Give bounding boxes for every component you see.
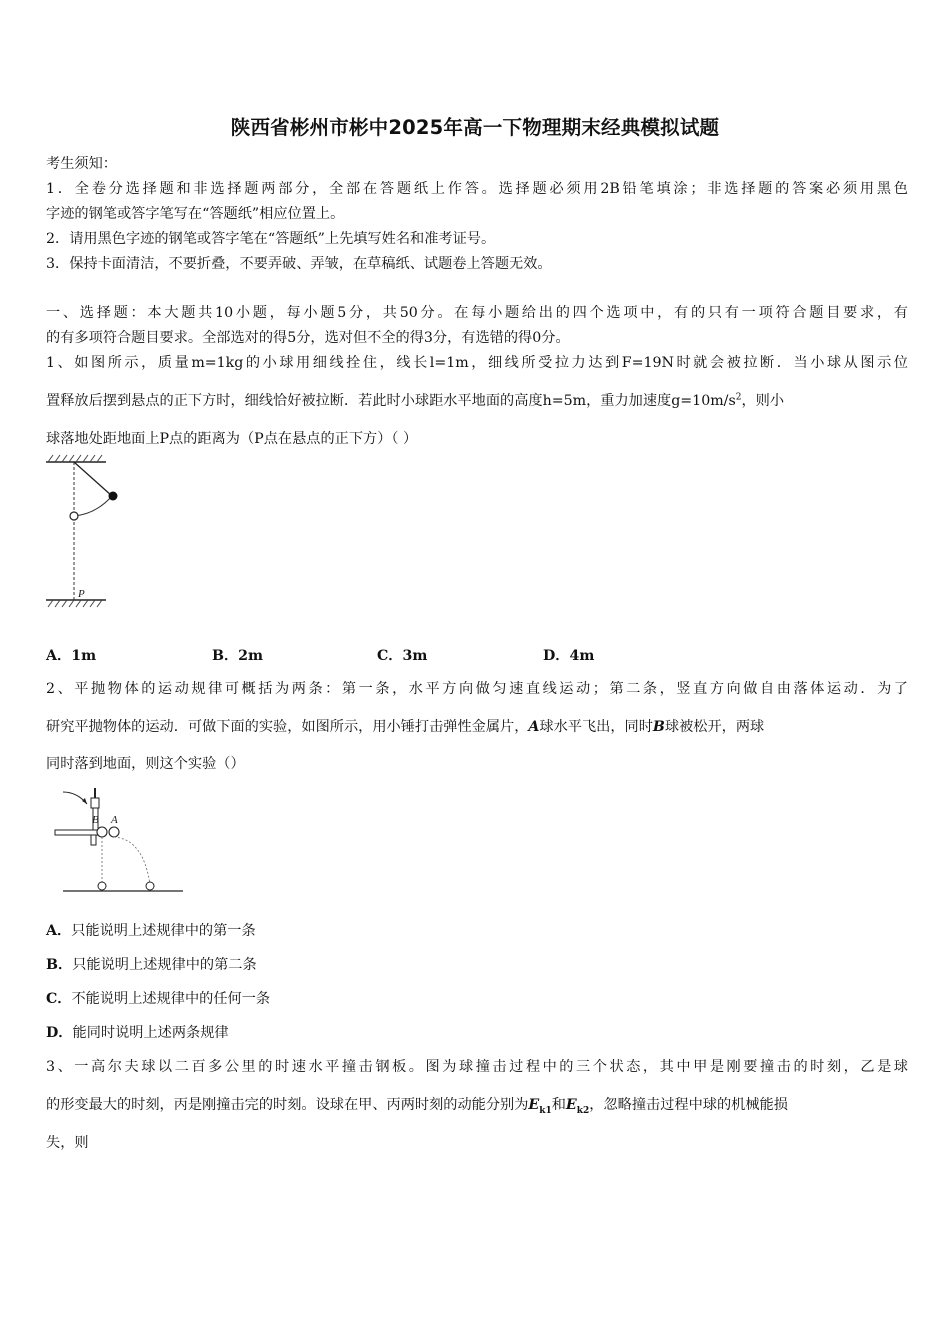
ground-surface <box>46 600 106 607</box>
question-2-line-3: 同时落到地面，则这个实验（） <box>46 756 245 772</box>
point-p-label: P <box>78 588 85 600</box>
label-b: B <box>92 814 99 826</box>
q3-text-a: 的形变最大的时刻，丙是刚撞击完的时刻。设球在甲、丙两时刻的动能分别为 <box>46 1097 529 1113</box>
q2-text-b: 球水平飞出，同时 <box>539 719 653 735</box>
base-platform <box>55 830 100 835</box>
q2-option-b-text: 只能说明上述规律中的第二条 <box>72 957 257 973</box>
section-instructions-line-1: 一、选择题：本大题共10小题，每小题5分，共50分。在每小题给出的四个选项中，有的只有一项符合题目要求，有 <box>46 305 908 321</box>
support-column <box>91 835 96 845</box>
q2-ball-a: A <box>528 719 540 735</box>
notice-item-1-cont: 字迹的钢笔或答字笔写在“答题纸”相应位置上。 <box>46 206 345 222</box>
ball-a-landing <box>146 882 154 890</box>
q3-energy-2: E <box>565 1097 577 1113</box>
q2-option-c[interactable] <box>46 988 270 1008</box>
q3-text-b: ，忽略撞击过程中球的机械能损 <box>589 1097 788 1113</box>
q2-option-b[interactable] <box>46 954 257 974</box>
q1-option-c[interactable]: C．3m <box>377 648 428 664</box>
q1-superscript: 2 <box>735 392 742 403</box>
q2-option-b-key: B． <box>46 957 73 973</box>
question-2-line-1: 2、平抛物体的运动规律可概括为两条：第一条，水平方向做匀速直线运动；第二条，竖直方向做自由落体运动．为了 <box>46 681 908 697</box>
ball-b <box>97 827 107 837</box>
question-1-line-3: 球落地处距地面上P点的距离为（P点在悬点的正下方）（ ） <box>46 431 418 447</box>
q2-option-c-text: 不能说明上述规律中的任何一条 <box>71 991 271 1007</box>
q3-energy-1: E <box>528 1097 540 1113</box>
notice-item-2: 2．请用黑色字迹的钢笔或答字笔在“答题纸”上先填写姓名和准考证号。 <box>46 231 496 247</box>
q2-option-d[interactable] <box>46 1022 229 1042</box>
q2-option-a-key: A． <box>46 923 72 939</box>
ball-b-landing <box>98 882 106 890</box>
notice-item-3: 3．保持卡面清洁，不要折叠，不要弄破、弄皱，在草稿纸、试题卷上答题无效。 <box>46 256 552 272</box>
notice-item-1: 1．全卷分选择题和非选择题两部分，全部在答题纸上作答。选择题必须用2B铅笔填涂；非选择题的答案必须用黑色 <box>46 181 908 197</box>
q2-option-a[interactable] <box>46 920 256 940</box>
hammer-arrow <box>63 792 87 804</box>
ball-a-trajectory <box>114 837 150 884</box>
hammer-head <box>91 798 99 808</box>
ceiling-support <box>46 455 106 462</box>
pendulum-figure <box>44 452 114 612</box>
pendulum-ball <box>109 492 118 501</box>
arrow-head-icon <box>82 798 87 804</box>
section-instructions-line-2: 的有多项符合题目要求。全部选对的得5分，选对但不全的得3分，有选错的得0分。 <box>46 330 570 346</box>
q1-option-d[interactable]: D．4m <box>543 648 595 664</box>
page-title: 陕西省彬州市彬中2025年高一下物理期末经典模拟试题 <box>230 116 720 139</box>
q1-option-b[interactable]: B．2m <box>212 648 264 664</box>
q3-text-and: 和 <box>551 1097 566 1113</box>
q3-energy-2-sub: k2 <box>576 1105 590 1116</box>
question-2-line-2 <box>46 716 908 736</box>
question-3-line-3: 失，则 <box>46 1135 89 1151</box>
q2-option-a-text: 只能说明上述规律中的第一条 <box>71 923 256 939</box>
q2-option-c-key: C． <box>46 991 72 1007</box>
q3-energy-1-sub: k1 <box>539 1105 552 1116</box>
projectile-experiment-figure <box>55 784 185 899</box>
q2-text-a: 研究平抛物体的运动．可做下面的实验，如图所示，用小锤打击弹性金属片， <box>46 719 529 735</box>
lowest-point-circle <box>70 512 78 520</box>
notice-header: 考生须知： <box>46 156 117 172</box>
question-1-line-1: 1、如图所示，质量m=1kg的小球用细线拴住，线长l=1m，细线所受拉力达到F=19N时就会被拉断．当小球从图示位 <box>46 355 908 371</box>
q2-text-c: 球被松开，两球 <box>664 719 765 735</box>
q1-text-a: 置释放后摆到悬点的正下方时，细线恰好被拉断．若此时小球距水平地面的高度h=5m，重力加速度g=10m/s <box>46 393 736 409</box>
pendulum-string <box>74 462 112 496</box>
q2-option-d-key: D． <box>46 1025 73 1041</box>
q2-ball-b: B <box>652 719 665 735</box>
label-a: A <box>111 814 118 826</box>
q1-text-b: ，则小 <box>741 393 785 409</box>
q1-option-a[interactable]: A．1m <box>46 648 97 664</box>
swing-arc <box>74 496 112 516</box>
question-1-line-2 <box>46 390 908 410</box>
question-3-line-1: 3、一高尔夫球以二百多公里的时速水平撞击钢板。图为球撞击过程中的三个状态，其中甲是刚要撞击的时刻，乙是球 <box>46 1059 908 1075</box>
ball-a <box>109 827 119 837</box>
q2-option-d-text: 能同时说明上述两条规律 <box>72 1025 229 1041</box>
question-3-line-2 <box>46 1094 908 1116</box>
